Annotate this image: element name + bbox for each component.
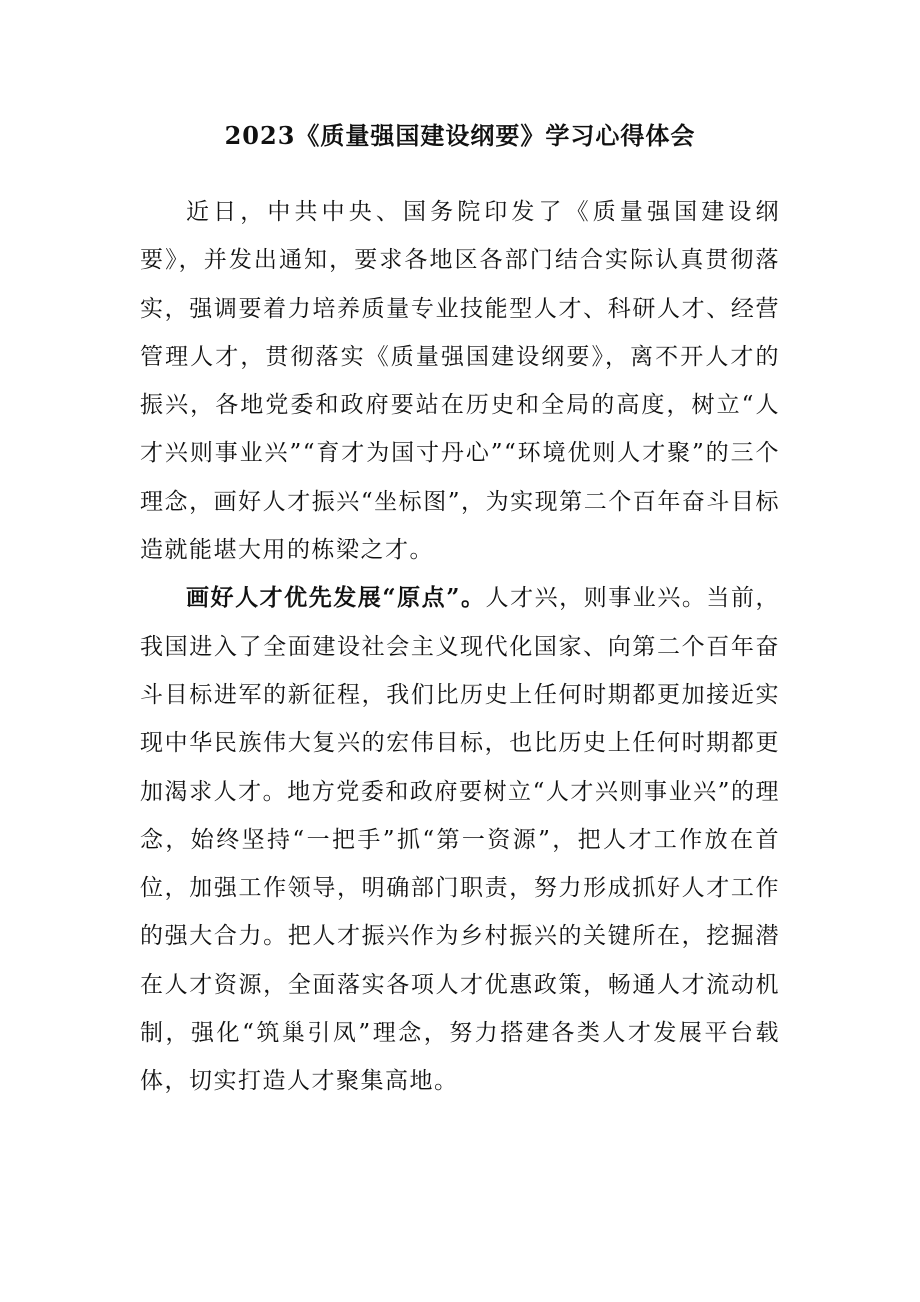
document-title: 2023《质量强国建设纲要》学习心得体会 [224, 121, 696, 150]
paragraph-2-lead: 画好人才优先发展“原点”。 [186, 584, 486, 612]
paragraph-2-text: 人才兴，则事业兴。当前，我国进入了全面建设社会主义现代化国家、向第二个百年奋斗目标进军的新征程，我们比历史上任何时期都更加接近实现中华民族伟大复兴的宏伟目标，也比历史上任何时期都更加渴求人才。地方党委和政府要树立“人才兴则事业兴”的理念，始终坚持“一把手”抓“第一资源”，把人才工作放在首位，加强工作领导，明确部门职责，努力形成抓好人才工作的强大合力。把人才振兴作为乡村振兴的关键所在，挖掘潜在人才资源，全面落实各项人才优惠政策，畅通人才流动机制，强化“筑巢引凤”理念，努力搭建各类人才发展平台载体，切实打造人才聚集高地。 [140, 585, 781, 1095]
document-body [140, 188, 780, 1106]
paragraph-1-text: 近日，中共中央、国务院印发了《质量强国建设纲要》，并发出通知，要求各地区各部门结合实际认真贯彻落实，强调要着力培养质量专业技能型人才、科研人才、经营管理人才，贯彻落实《质量强国建设纲要》，离不开人才的振兴，各地党委和政府要站在历史和全局的高度，树立“人才兴则事业兴”“育才为国寸丹心”“环境优则人才聚”的三个理念，画好人才振兴“坐标图”，为实现第二个百年奋斗目标造就能堪大用的栋梁之才。 [140, 199, 780, 564]
paragraph-1 [140, 188, 780, 574]
paragraph-2 [140, 574, 780, 1105]
